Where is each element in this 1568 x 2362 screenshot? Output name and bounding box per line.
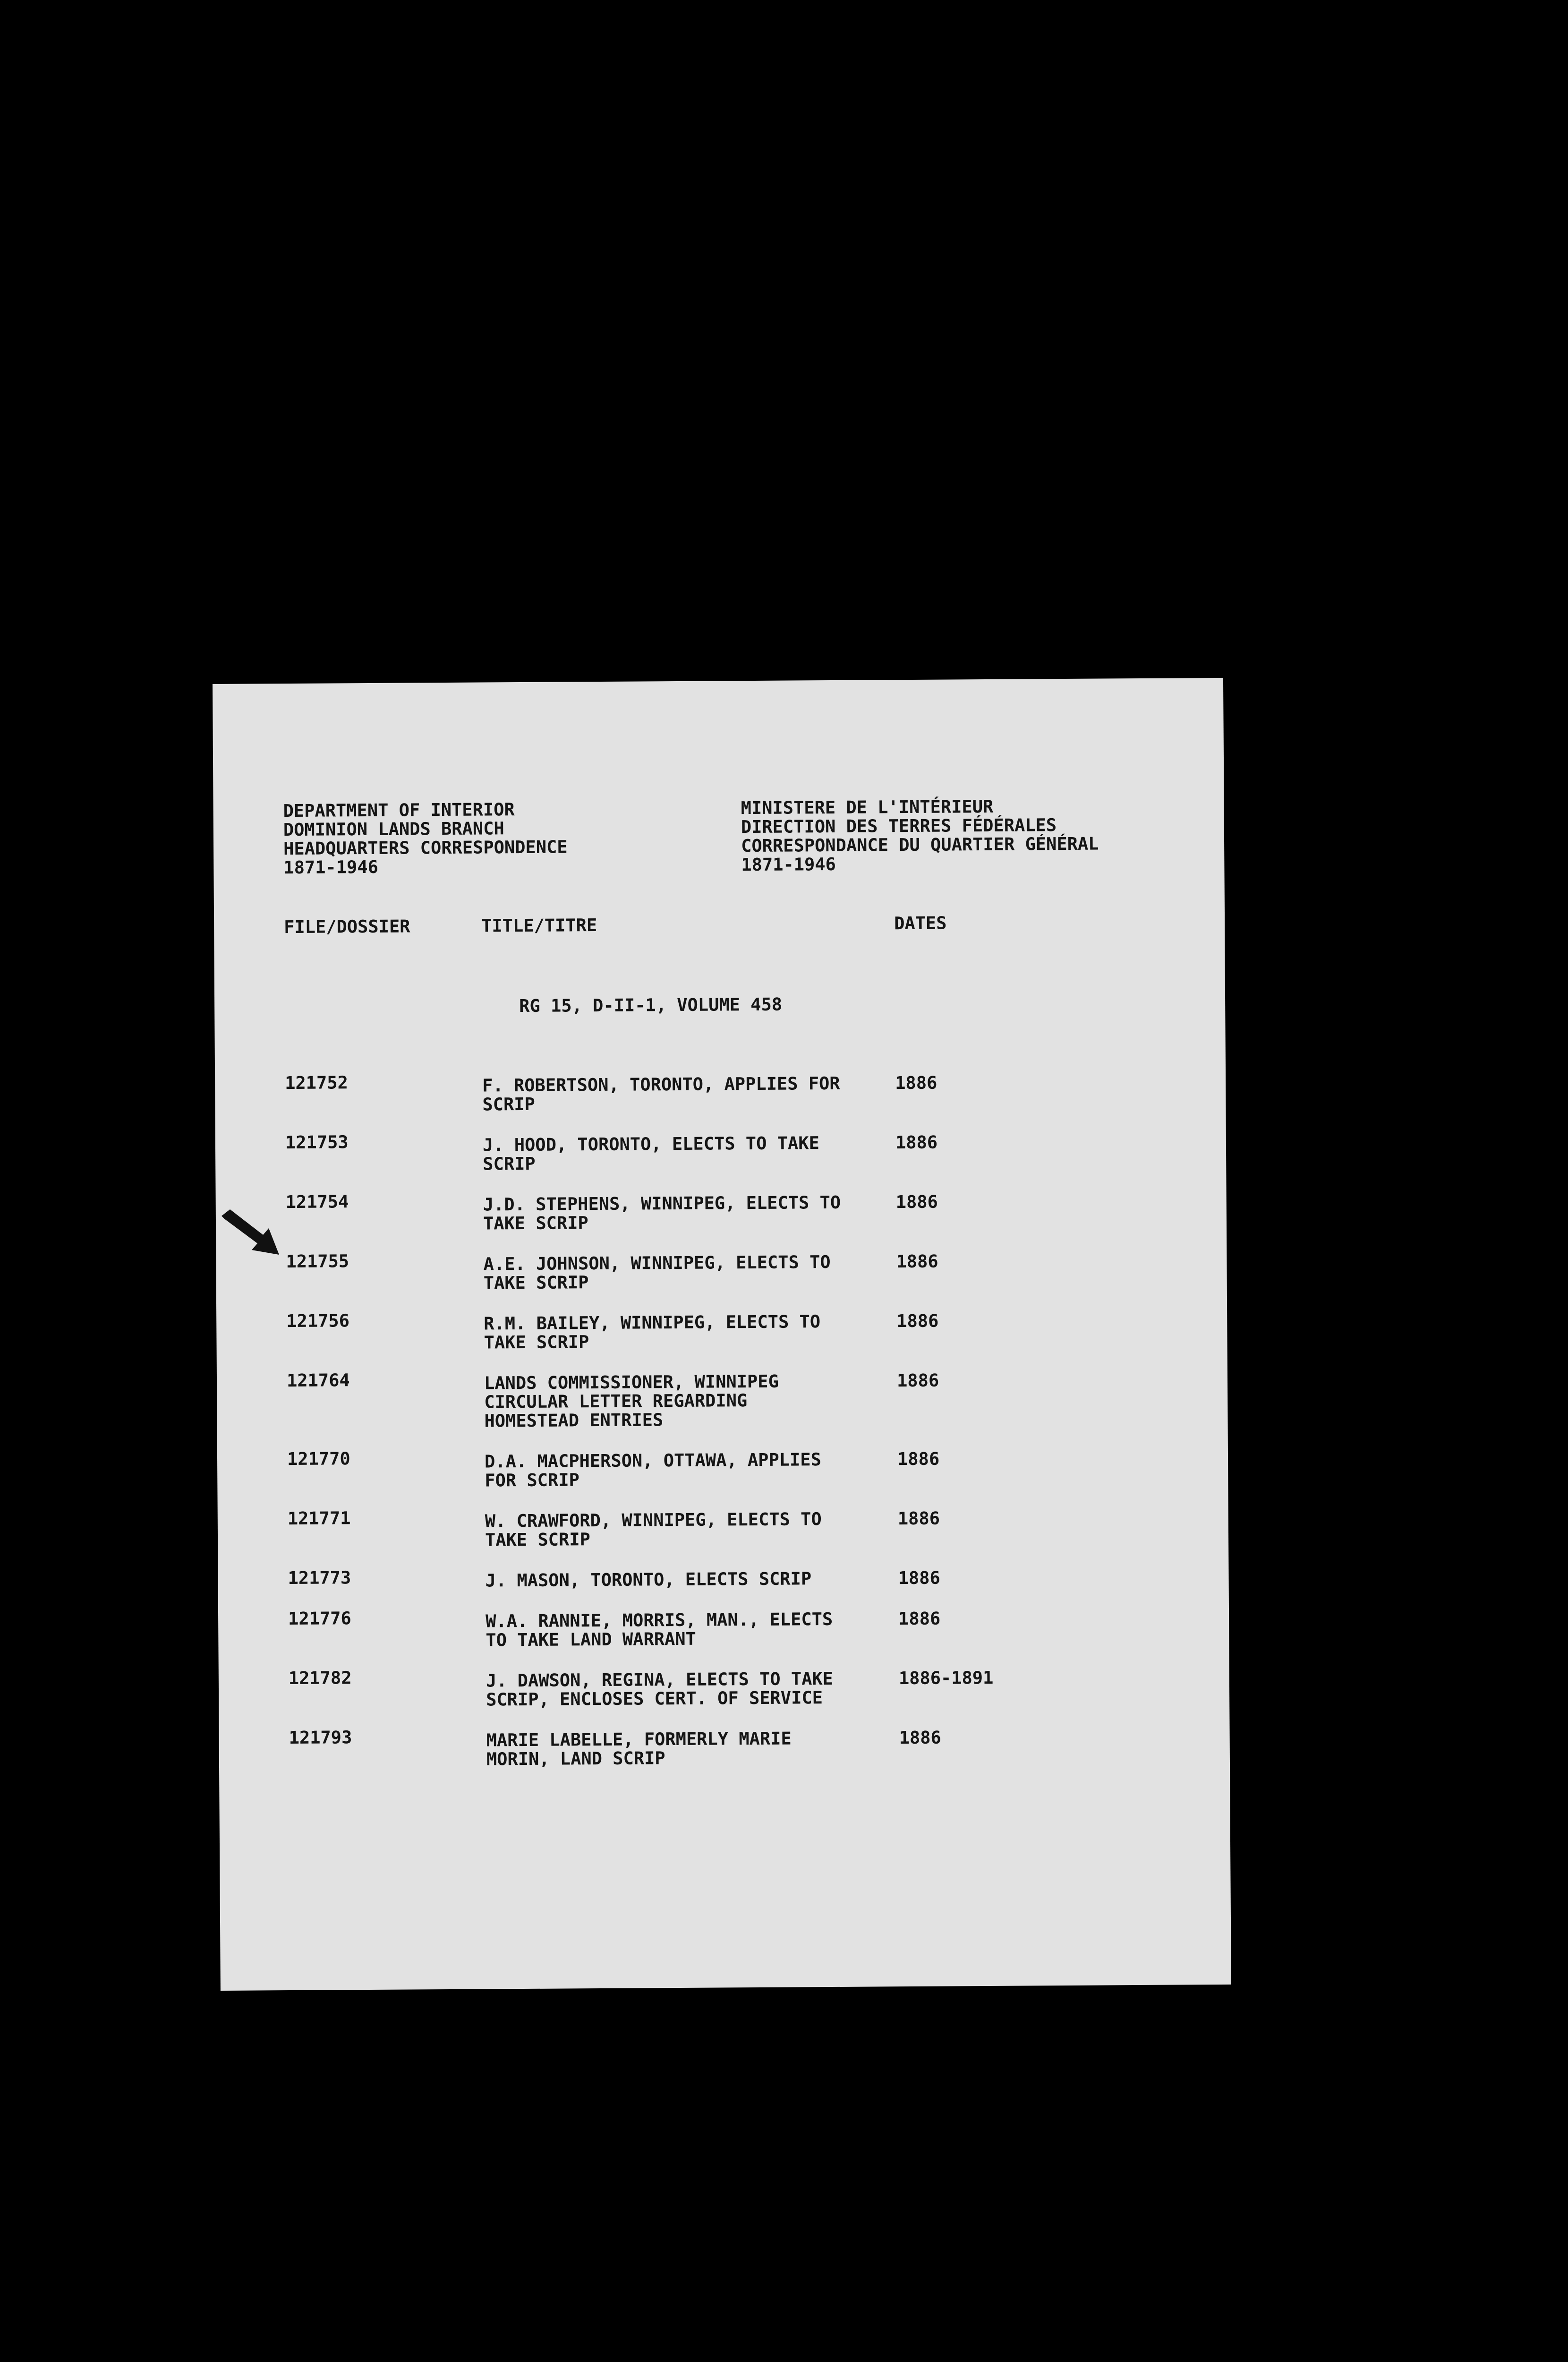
file-number: 121755: [286, 1251, 349, 1272]
entry-title: R.M. BAILEY, WINNIPEG, ELECTS TO TAKE SCRIP: [484, 1311, 821, 1353]
header-line: 1871-1946: [283, 856, 378, 878]
entry-date: 1886: [895, 1072, 937, 1094]
entry-title: J. DAWSON, REGINA, ELECTS TO TAKE SCRIP, ENCLOSES CERT. OF SERVICE: [486, 1669, 834, 1710]
entry-date: 1886: [898, 1567, 940, 1589]
entry-date: 1886: [898, 1608, 941, 1629]
entry-title: J.D. STEPHENS, WINNIPEG, ELECTS TO TAKE SCRIP: [483, 1192, 841, 1234]
entry-date: 1886: [896, 1310, 939, 1332]
list-item: [218, 1507, 1229, 1573]
file-number: 121754: [285, 1191, 349, 1213]
header-line: CORRESPONDANCE DU QUARTIER GÉNÉRAL: [741, 833, 1099, 856]
list-item: [216, 1250, 1227, 1316]
entry-title: F. ROBERTSON, TORONTO, APPLIES FOR SCRIP: [482, 1073, 840, 1115]
header-english: [283, 800, 568, 877]
header-line: HEADQUARTERS CORRESPONDENCE: [283, 837, 568, 859]
file-number: 121773: [288, 1567, 351, 1589]
header-line: DOMINION LANDS BRANCH: [283, 818, 504, 840]
header-line: DIRECTION DES TERRES FÉDÉRALES: [741, 815, 1057, 838]
entry-list: [215, 1072, 1230, 1792]
file-number: 121771: [287, 1508, 351, 1529]
list-item: [215, 1072, 1226, 1138]
file-number: 121793: [289, 1727, 352, 1748]
file-number: 121782: [288, 1668, 352, 1689]
column-header-title: TITLE/TITRE: [481, 915, 597, 936]
list-item: [216, 1310, 1227, 1376]
entry-date: 1886: [895, 1132, 938, 1153]
arrow-icon: [220, 1209, 281, 1257]
list-item: [216, 1191, 1227, 1257]
entry-date: 1886: [897, 1508, 940, 1529]
file-number: 121776: [288, 1608, 351, 1629]
list-item: [217, 1448, 1228, 1514]
header-line: 1871-1946: [741, 854, 836, 875]
document-page: [213, 678, 1231, 1991]
entry-date: 1886: [897, 1448, 940, 1470]
column-header-dates: DATES: [894, 913, 947, 934]
list-item: [215, 1131, 1227, 1197]
list-item: [217, 1369, 1228, 1454]
entry-date: 1886-1891: [898, 1667, 994, 1689]
list-item: [219, 1667, 1230, 1733]
entry-date: 1886: [896, 1251, 938, 1272]
header-french: [741, 797, 1099, 875]
entry-title: LANDS COMMISSIONER, WINNIPEG CIRCULAR LETTER REGARDING HOMESTEAD ENTRIES: [484, 1371, 779, 1431]
entry-date: 1886: [895, 1191, 938, 1213]
list-item: [218, 1567, 1228, 1614]
file-number: 121752: [285, 1072, 348, 1094]
header-line: DEPARTMENT OF INTERIOR: [283, 799, 515, 822]
volume-heading: RG 15, D-II-1, VOLUME 458: [519, 994, 783, 1017]
entry-title: D.A. MACPHERSON, OTTAWA, APPLIES FOR SCRIP: [484, 1449, 822, 1491]
entry-date: 1886: [896, 1370, 939, 1391]
file-number: 121753: [285, 1132, 349, 1153]
entry-title: MARIE LABELLE, FORMERLY MARIE MORIN, LAND SCRIP: [486, 1728, 792, 1770]
entry-title: J. MASON, TORONTO, ELECTS SCRIP: [485, 1568, 812, 1591]
file-number: 121756: [286, 1310, 350, 1332]
header-line: MINISTERE DE L'INTÉRIEUR: [741, 796, 994, 819]
file-number: 121770: [287, 1448, 350, 1470]
column-header-file: FILE/DOSSIER: [284, 916, 410, 938]
entry-title: W.A. RANNIE, MORRIS, MAN., ELECTS TO TAKE LAND WARRANT: [485, 1609, 833, 1651]
entry-title: A.E. JOHNSON, WINNIPEG, ELECTS TO TAKE SCRIP: [483, 1252, 831, 1293]
file-number: 121764: [286, 1370, 350, 1391]
entry-date: 1886: [899, 1727, 941, 1748]
entry-title: W. CRAWFORD, WINNIPEG, ELECTS TO TAKE SCRIP: [485, 1509, 822, 1550]
entry-title: J. HOOD, TORONTO, ELECTS TO TAKE SCRIP: [482, 1133, 819, 1174]
list-item: [219, 1727, 1230, 1792]
list-item: [218, 1608, 1229, 1673]
